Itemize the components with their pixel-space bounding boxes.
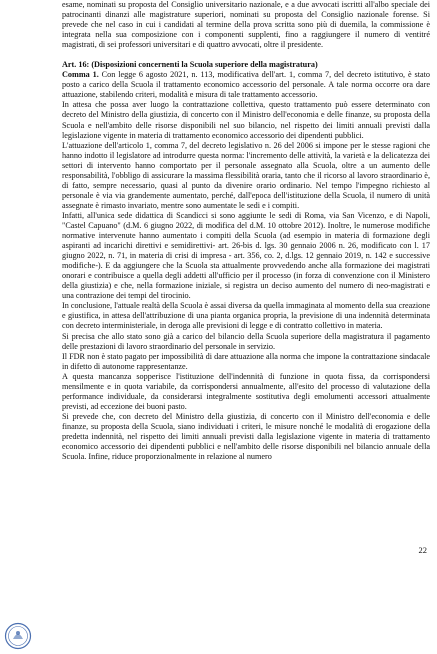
comma-label: Comma 1. (62, 70, 99, 80)
paragraph: Si prevede che, con decreto del Ministro della giustizia, di concerto con il Ministro dell'economia e delle finanze, su proposta della Scuola, siano individuati i criteri, le misure nonché le modalità di erogazione della predetta indennità, nel rispetto dei limiti annuali previsti dalla legislazione vigente in materia di trattamento economico accessorio dei dipendenti pubblici e nell'ambito delle risorse disponibili nel bilancio annuale della Scuola. Infine, riduce proporzionalmente in relazione al numero (62, 411, 430, 462)
paragraph: L'attuazione dell'articolo 1, comma 7, del decreto legislativo n. 26 del 2006 si impone per le stesse ragioni che hanno indotto il legislatore ad introdurre questa norma: l'incremento delle attività, la varietà e la delicatezza dei settori di intervento hanno comportato per il personale assegnato alla Scuola, oltre a un aumento delle responsabilità, l'obbligo di assicurare la massima flessibilità oraria, tanto che il ricorso al lavoro straordinario è, di fatto, sempre necessario, quasi al punto da divenire orario ordinario. Nel tempo l'impegno richiesto al personale è via via grandemente aumentato, perché, dall'epoca dell'istituzione della Scuola, il numero di unità assegnate è rimasto invariato, mentre sono aumentate le sedi e i compiti. (62, 140, 430, 210)
paragraph: In attesa che possa aver luogo la contrattazione collettiva, questo trattamento può essere determinato con decreto del Ministro della giustizia, di concerto con il Ministro dell'economia e delle finanze, su proposta della Scuola e nell'ambito delle risorse disponibili nel suo bilancio, nel rispetto dei limiti annuali previsti dalla legislazione vigente in materia di trattamento economico accessorio dei dipendenti pubblici. (62, 100, 430, 140)
comma-paragraph (62, 70, 430, 100)
paragraph: A questa mancanza sopperisce l'istituzione dell'indennità di funzione in quota fissa, da corrispondersi mensilmente e in quota variabile, da corrispondersi annualmente, all'esito del processo di valutazione della performance individuale, da considerarsi integralmente sostitutiva degli emolumenti accessori attualmente previsti, ad eccezione dei buoni pasto. (62, 371, 430, 411)
paragraph: Infatti, all'unica sede didattica di Scandicci si sono aggiunte le sedi di Roma, via San Vicenzo, e di Napoli, "Castel Capuano" (d.M. 6 giugno 2022, di modifica del d.M. 10 ottobre 2012). Inoltre, le numerose modifiche normative intervenute hanno aumentato i compiti della Scuola (ad esempio in materia di formazione degli aspiranti ad incarichi direttivi e semidirettivi- art. 26-bis d. lgs. 30 gennaio 2006 n. 26, modificato con l. 17 giugno 2022, n. 71, in materia di crisi di impresa - art. 356, co. 2, d.lgs. 12 gennaio 2019, n. 142 e successive modifiche-). E da aggiungere che la Scuola sta attualmente provvedendo anche alla formazione dei magistrati onorari e contribuisce a quella degli addetti all'ufficio per il processo (in forza di convenzione con il Ministero della giustizia) e che, nella formazione iniziale, si registra un deciso aumento del numero di neo-magistrati e una contrazione dei tempi del tirocinio. (62, 210, 430, 301)
page-number: 22 (418, 545, 427, 555)
paragraph: In conclusione, l'attuale realtà della Scuola è assai diversa da quella immaginata al momento della sua creazione e giustifica, in attesa dell'attribuzione di una pianta organica propria, la previsione di una indennità determinata con decreto interministeriale, in deroga alle previsioni di legge e di contratto collettivo in materia. (62, 301, 430, 331)
paragraph: Il FDR non è stato pagato per impossibilità di dare attuazione alla norma che impone la contrattazione sindacale in difetto di autonome rappresentanze. (62, 351, 430, 371)
article-heading: Art. 16: (Disposizioni concernenti la Scuola superiore della magistratura) (62, 60, 318, 70)
official-seal-icon (4, 622, 32, 650)
comma-text: Con legge 6 agosto 2021, n. 113, modificativa dell'art. 1, comma 7, del decreto istitutivo, è stato posto a carico della Scuola il trattamento economico accessorio del personale. A tale norma occorre ora dare attuazione, stabilendo criteri, modalità e misura di tale trattamento accessorio. (62, 70, 430, 100)
paragraph-intro: esame, nominati su proposta del Consiglio universitario nazionale, e a due avvocati iscritti all'albo speciale dei patrocinanti dinanzi alle magistrature superiori, nominati su proposta del Consiglio nazionale forense. Si prevede che nel caso in cui i candidati al termine della prova scritta sono più di duemila, la commissione è integrata nella sua composizione con i componenti supplenti, fino a raggiungere il numero di ventitré magistrati, di sei professori universitari e di quattro avvocati, oltre il presidente. (62, 0, 430, 50)
paragraph: Si precisa che allo stato sono già a carico del bilancio della Scuola superiore della magistratura il pagamento delle prestazioni di lavoro straordinario del personale in servizio. (62, 331, 430, 351)
document-page (62, 0, 430, 462)
